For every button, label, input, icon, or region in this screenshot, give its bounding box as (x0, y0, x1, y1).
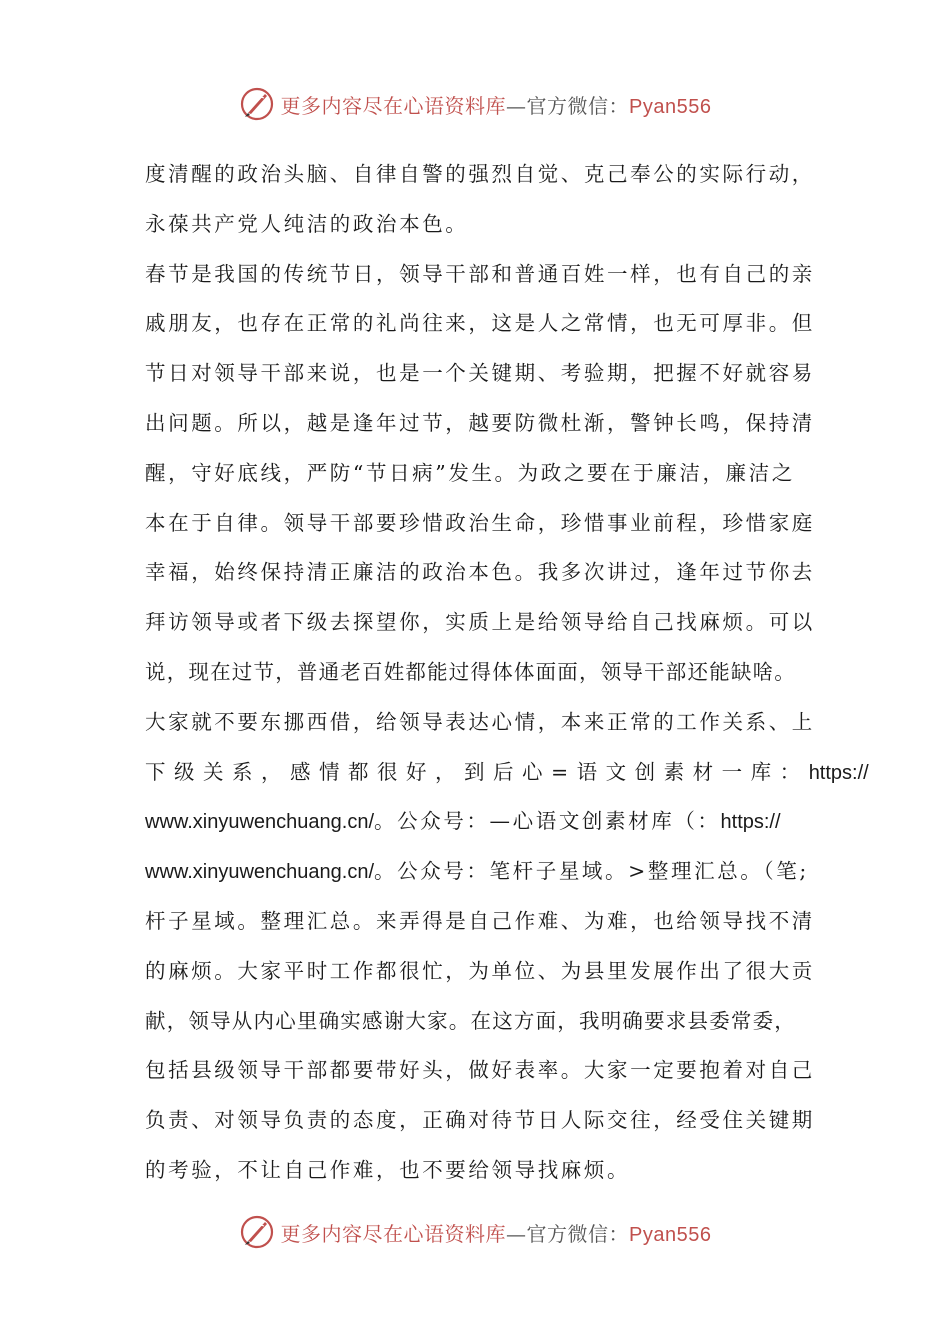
paragraph-line: 永葆共产党人纯洁的政治本色。 (145, 211, 469, 236)
banner-dash: — (506, 93, 527, 118)
paragraph-line: 醒，守好底线，严防“节日病”发生。为政之要在于廉洁，廉洁之 (145, 460, 795, 485)
banner-wechat-handle: Pyan556 (629, 1223, 712, 1246)
paragraph-line: 大家就不要东挪西借，给领导表达心情，本来正常的工作关系、上 (145, 709, 815, 734)
paragraph-line: 本在于自律。领导干部要珍惜政治生命，珍惜事业前程，珍惜家庭 (145, 510, 815, 535)
paragraph-line: 的考验，不让自己作难，也不要给领导找麻烦。 (145, 1157, 631, 1182)
banner-wechat-handle: Pyan556 (629, 95, 712, 118)
line-text: 。公众号：—心语文创素材库（： (374, 809, 721, 834)
line-text: 下级关系，感情都很好，到后心=语文创素材一库： (145, 759, 809, 784)
paragraph-line: 度清醒的政治头脑、自律自警的强烈自觉、克己奉公的实际行动， (145, 162, 815, 186)
paragraph-line: 负责、对领导负责的态度，正确对待节日人际交往，经受住关键期 (145, 1108, 815, 1133)
quill-logo-icon (239, 86, 275, 122)
paragraph-line (145, 847, 825, 897)
url-text: https:// (720, 811, 781, 834)
paragraph-line: 春节是我国的传统节日，领导干部和普通百姓一样，也有自己的亲 (145, 261, 815, 286)
url-text: https:// (808, 761, 869, 784)
url-text: www.xinyuwenchuang.cn/ (145, 811, 375, 834)
paragraph-line (145, 748, 869, 798)
header-banner (0, 82, 950, 126)
paragraph-line: 说，现在过节，普通老百姓都能过得体体面面，领导干部还能缺啥。 (145, 659, 796, 684)
paragraph-line: 拜访领导或者下级去探望你，实质上是给领导给自己找麻烦。可以 (145, 610, 815, 635)
line-text: 。公众号：笔杆子星域。>整理汇总。（笔; (374, 859, 809, 884)
paragraph-line: 戚朋友，也存在正常的礼尚往来，这是人之常情，也无可厚非。但 (145, 311, 815, 336)
banner-text (281, 1218, 712, 1247)
url-text: www.xinyuwenchuang.cn/ (145, 861, 375, 884)
footer-banner (0, 1210, 950, 1254)
paragraph-line (145, 797, 825, 847)
quill-logo-icon (239, 1214, 275, 1250)
paragraph-line: 出问题。所以，越是逢年过节，越要防微杜渐，警钟长鸣，保持清 (145, 410, 815, 435)
paragraph-line: 节日对领导干部来说，也是一个关键期、考验期，把握不好就容易 (145, 361, 815, 386)
banner-label: 官方微信： (526, 1221, 630, 1246)
banner-label: 官方微信： (526, 93, 630, 118)
banner-brand: 更多内容尽在心语资料库 (280, 1221, 507, 1246)
paragraph-line: 献，领导从内心里确实感谢大家。在这方面，我明确要求县委常委， (145, 1008, 796, 1033)
banner-text (281, 90, 712, 119)
paragraph-line: 包括县级领导干部都要带好头，做好表率。大家一定要抱着对自己 (145, 1058, 815, 1083)
paragraph-line: 幸福，始终保持清正廉洁的政治本色。我多次讲过，逢年过节你去 (145, 560, 815, 585)
paragraph-line: 杆子星域。整理汇总。来弄得是自己作难、为难，也给领导找不清 (145, 908, 815, 933)
paragraph-line: 的麻烦。大家平时工作都很忙，为单位、为县里发展作出了很大贡 (145, 958, 815, 983)
banner-dash: — (506, 1221, 527, 1246)
document-body (145, 150, 869, 1196)
banner-brand: 更多内容尽在心语资料库 (280, 93, 507, 118)
